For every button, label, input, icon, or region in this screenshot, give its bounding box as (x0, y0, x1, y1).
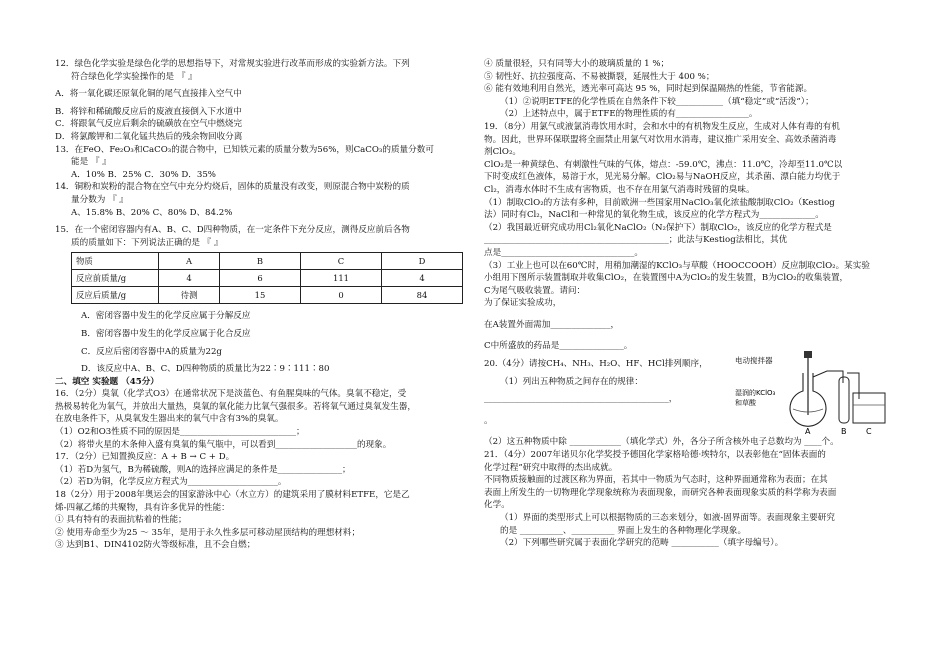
table-cell: A (159, 253, 220, 270)
table-row (72, 287, 463, 304)
question-text: 12．绿色化学实验是绿色化学的思想指导下，对常规实验进行改革而形成的实验新方法。下列 (55, 59, 410, 69)
table-cell: D (382, 253, 463, 270)
table-cell: 0 (301, 287, 382, 304)
table-cell: 反应前质量/g (72, 270, 159, 287)
sub-question: 法）同时有Cl₂，NaCl和一种常见的氧化物生成，该反应的化学方程式为_____________。 (484, 210, 824, 221)
feature-item: ⑤ 韧性好、抗拉强度高、不易被撕裂，延展性大于 400 %； (484, 71, 715, 82)
question-text: 化学。 (484, 500, 510, 511)
question-text: 剂ClO₂。 (484, 147, 522, 158)
question-17 (55, 451, 475, 489)
table-cell: 84 (382, 287, 463, 304)
question-text: 21．（4分）2007年诺贝尔化学奖授予德国化学家格哈德·埃特尔，以表彰他在“固体表面的 (484, 450, 826, 461)
sub-question: （1）列出五种物质之间存在的规律： (500, 376, 643, 387)
sub-question: （2）将带火星的木条伸入盛有臭氧的集气瓶中，可以看到___________________的现象。 (55, 439, 392, 450)
question-text: 质的质量如下：下列说法正确的是 『 』 (71, 237, 223, 248)
question-text: Cl₂，消毒水体时不生成有害物质，也不存在用氯气消毒时残留的臭味。 (484, 184, 755, 195)
table-cell: 111 (301, 270, 382, 287)
sub-question: （1）若D为氢气，B为稀硫酸，则A的选择应满足的条件是_______________； (55, 464, 351, 475)
sub-question: （1）O2和O3性质不同的原因是___________________________； (55, 427, 305, 438)
option-b: B．密闭容器中发生的化学反应属于化合反应 (81, 328, 251, 339)
option-d: D．该反应中A、B、C、D四种物质的质量比为22∶9∶111∶80 (81, 364, 330, 375)
feature-item: ③ 达到B1、DIN4102防火等级标准，且不会自燃； (55, 540, 256, 551)
reagent-label: 湿润的KClO₃ (735, 389, 776, 397)
question-text: 17．（2分）已知置换反应：A + B → C + D。 (55, 452, 235, 463)
table-header-row (72, 253, 463, 270)
table-cell: 4 (159, 270, 220, 287)
sub-question: （1）界面的类型形式上可以根据物质的三态来划分，如液-固界面等。表面现象主要研究 (500, 513, 835, 523)
question-text: 14．铜粉和炭粉的混合物在空气中充分灼烧后，固体的质量没有改变，则原混合物中炭粉的质 (55, 182, 410, 193)
question-text: 不同物质接触面的过渡区称为界面，若其中一物质为气态时，这种界面通常称为表面；在其 (484, 475, 828, 486)
table-row (72, 270, 463, 287)
question-15 (55, 224, 475, 376)
sub-question: （2）上述特点中，属于ETFE的物理性质的有_________________。 (500, 109, 758, 120)
question-text: 物。因此，世界环保联盟将全面禁止用氯气对饮用水消毒，建议推广采用安全、高效杀菌消毒 (484, 134, 837, 145)
table-cell: C (301, 253, 382, 270)
table-cell: 反应后质量/g (72, 287, 159, 304)
answer-blank: ___________________________________________， (484, 394, 678, 405)
question-text: 在放电条件下，从臭氧发生器出来的氧气中含有3%的臭氧。 (55, 414, 284, 425)
question-19 (484, 121, 896, 353)
feature-item: ④ 质量很轻，只有同等大小的玻璃质量的 1 %； (484, 59, 670, 69)
absorption-beaker (853, 393, 885, 423)
option-c: C．反应后密闭容器中A的质量为22g (81, 346, 222, 357)
sub-question: （1）②说明ETFE的化学性质在自然条件下较___________（填“稳定”或“活泼”）； (500, 96, 814, 107)
sub-question: （2）这五种物质中除 ____________（填化学式）外，各分子所含核外电子总数均为 ____个。 (484, 437, 839, 448)
reagent-label: 和草酸 (735, 399, 756, 407)
question-text: 表面上所发生的一切物理化学现象统称为表面现象，而研究各种表面现象实质的科学称为表面 (484, 487, 837, 498)
section-heading: 二、填空 实验题 （45分） (55, 376, 159, 387)
question-14 (55, 181, 475, 219)
table-cell: 待测 (159, 287, 220, 304)
option-a: A．将一氧化碳还原氧化铜的尾气直接排入空气中 (55, 89, 242, 100)
table-cell: 物质 (72, 253, 159, 270)
question-text: 20.（4分）请按CH₄、NH₃、H₂O、HF、HCl排列顺序， (484, 359, 708, 370)
question-18-continued (484, 58, 896, 121)
sub-question: ___________________________________________；此法与Kestiog法相比，其优 (484, 235, 788, 246)
question-text: 13．在FeO、Fe₂O₃和CaCO₃的混合物中，已知铁元素的质量分数为56%，则CaCO₃的质量分数可 (55, 144, 434, 155)
options-row: A、15.8% B、20% C、80% D、84.2% (71, 207, 233, 218)
answer-blank: 。 (484, 415, 493, 426)
question-text: 16．（2分）臭氧（化学式O3）在通常状况下是淡蓝色、有鱼腥臭味的气体。臭氧不稳定，受 (55, 389, 407, 400)
question-text: 热极易转化为氧气，并放出大量热，臭氧的氧化能力比氧气强很多。若将氧气通过臭氧发生器， (55, 401, 416, 412)
sub-question: 小组用下图所示装置制取并收集ClO₂，在装置图中A为ClO₂的发生装置，B为ClO₂的收集装置， (484, 273, 849, 284)
question-text: 化学过程”研究中取得的杰出成就。 (484, 462, 618, 473)
question-text: 烯-四氟乙烯的共聚物，具有许多优异的性能： (55, 502, 230, 513)
apparatus-diagram (735, 349, 895, 437)
option-d: D．将氯酸钾和二氧化锰共热后的残余物回收分离 (55, 131, 243, 142)
collection-tube (839, 377, 849, 423)
question-16 (55, 388, 475, 451)
label-b: B (841, 427, 847, 436)
feature-item: ② 使用寿命至少为25 ～ 35年，是用于永久性多层可移动屋顶结构的理想材料； (55, 527, 361, 538)
table-cell: 15 (220, 287, 301, 304)
question-text: ClO₂是一种黄绿色、有刺激性气味的气体，熔点：-59.0℃，沸点：11.0℃，冷却至11.0℃以 (484, 159, 843, 170)
option-b: B．将锌和稀硫酸反应后的废液直接倒入下水道中 (55, 106, 242, 117)
table-cell: 4 (382, 270, 463, 287)
sub-question: 在A装置外面需加______________， (484, 319, 620, 330)
sub-question: （2）若D为铜，化学反应方程式为_____________________。 (55, 477, 287, 488)
sub-question: C中所盛放的药品是_______________。 (484, 341, 633, 352)
table-cell: B (220, 253, 301, 270)
sub-question: （2）我国最近研究成功用Cl₂氧化NaClO₂（N₂保护下）制取ClO₂，该反应的化学方程式是 (484, 222, 832, 233)
option-c: C．将跟氧气反应后剩余的硫磺放在空气中燃烧完 (55, 119, 243, 130)
sub-question: （2）下列哪些研究属于表面化学研究的范畴 ___________（填字母编号）。 (500, 538, 784, 549)
sub-question: （1）制取ClO₂的方法有多种，目前欧洲一些国家用NaClO₃氧化浓盐酸制取ClO₂（Kestiog (484, 197, 835, 208)
question-text: 15．在一个密闭容器内有A、B、C、D四种物质，在一定条件下充分反应，测得反应前后各物 (55, 225, 410, 236)
question-21 (484, 449, 896, 550)
label-c: C (866, 427, 872, 436)
question-13 (55, 144, 475, 182)
stirrer-label: 电动搅拌器 (735, 356, 773, 365)
label-a: A (805, 427, 811, 436)
left-column (55, 58, 475, 552)
table-cell: 6 (220, 270, 301, 287)
question-text: 19．（8分）用氯气或液氯消毒饮用水时，会和水中的有机物发生反应，生成对人体有毒的有机 (484, 121, 840, 132)
mass-table (71, 252, 463, 304)
question-12 (55, 58, 475, 144)
question-text: 能是 『 』 (71, 157, 111, 168)
sub-question: C为尾气吸收装置。请问： (484, 285, 586, 296)
sub-question: 点是_______________________________。 (484, 247, 643, 258)
right-column (484, 58, 896, 550)
sub-question: 的是 __________、__________ 界面上发生的各种物理化学现象。 (500, 525, 747, 536)
question-text: 符合绿色化学实验操作的是 『 』 (71, 71, 197, 82)
option-a: A．密闭容器中发生的化学反应属于分解反应 (81, 311, 251, 322)
question-text: 量分数为 『 』 (71, 194, 129, 205)
feature-item: ① 具有特有的表面抗粘着的性能； (55, 515, 187, 526)
sub-question: 为了保证实验成功， (484, 298, 562, 309)
feature-item: ⑥ 能有效地利用自然光，透光率可高达 95 %，同时起到保温隔热的性能，节省能源。 (484, 84, 813, 95)
question-18 (55, 489, 475, 552)
options-row: A．10% B．25% C．30% D．35% (71, 169, 216, 180)
question-text: 下时变成红色液体，易溶于水，见光易分解。ClO₂易与NaOH反应，其杀菌、漂白能力均优于 (484, 172, 841, 183)
stirrer-motor (804, 351, 812, 358)
sub-question: （3）工业上也可以在60℃时，用稍加潮湿的KClO₃与草酸（HOOCCOOH）反应制取ClO₂。某实验 (484, 260, 870, 271)
question-text: 18（2分）用于2008年奥运会的国家游泳中心（水立方）的建筑采用了膜材料ETFE，它是乙 (55, 490, 410, 501)
